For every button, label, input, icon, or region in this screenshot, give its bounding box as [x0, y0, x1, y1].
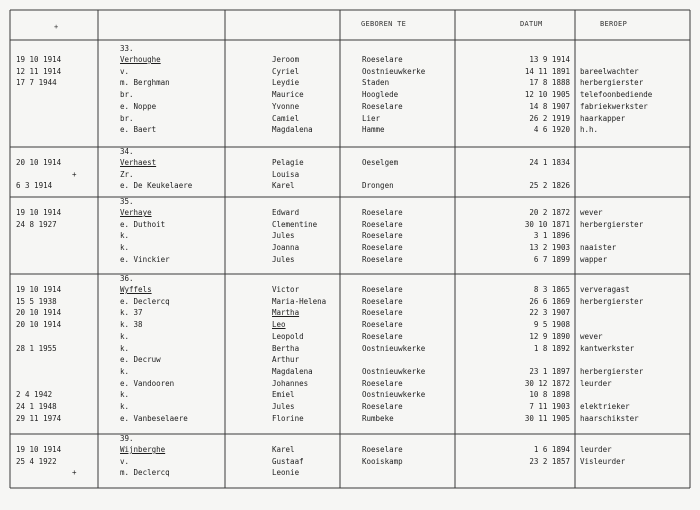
profession: naaister — [580, 243, 617, 253]
birth-date: 12 10 1905 — [524, 90, 570, 100]
birthplace: Oostnieuwkerke — [362, 390, 426, 400]
header-profession: BEROEP — [600, 20, 628, 28]
death-date: 28 1 1955 — [16, 343, 57, 353]
birth-date: 23 2 1857 — [529, 456, 570, 466]
birthplace: Roeselare — [362, 231, 403, 241]
profession: wever — [580, 208, 603, 217]
relation: br. — [120, 113, 134, 123]
family-surname: Verhaest — [120, 158, 157, 167]
birthplace: Hamme — [362, 125, 385, 135]
profession: elektrieker — [580, 402, 630, 411]
birth-date: 4 6 1920 — [533, 125, 570, 135]
first-name: Leo — [272, 320, 286, 330]
relation: k. 37 — [120, 308, 143, 318]
relation: m. Declercq — [120, 468, 170, 478]
relation: v. — [120, 456, 130, 466]
profession: herbergierster — [580, 296, 644, 306]
birthplace: Roeselare — [362, 208, 403, 217]
relation: e. Noppe — [120, 101, 157, 111]
birth-date: 17 8 1888 — [529, 78, 570, 88]
first-name: Louisa — [272, 169, 300, 179]
birth-date: 13 2 1903 — [529, 243, 570, 253]
profession: leurder — [580, 378, 612, 388]
death-date: 20 10 1914 — [16, 320, 62, 330]
first-name: Camiel — [272, 113, 300, 123]
birthplace: Lier — [362, 113, 381, 123]
death-date: 15 5 1938 — [16, 296, 57, 306]
relation: k. — [120, 243, 130, 253]
birth-date: 10 8 1898 — [529, 390, 570, 400]
first-name: Joanna — [272, 243, 300, 253]
relation: e. Vandooren — [120, 378, 175, 388]
relation: m. Berghman — [120, 78, 170, 88]
death-date: 12 11 1914 — [16, 66, 62, 76]
relation: Zr. — [120, 169, 134, 179]
birth-date: 26 2 1919 — [529, 113, 570, 123]
first-name: Cyriel — [272, 66, 300, 76]
birth-date: 7 11 1903 — [529, 402, 570, 411]
relation: e. De Keukelaere — [120, 181, 193, 191]
relation: e. Vanbeselaere — [120, 413, 188, 423]
first-name: Leonie — [272, 468, 300, 478]
birth-date: 23 1 1897 — [529, 366, 570, 376]
profession: fabriekwerkster — [580, 101, 648, 111]
profession: h.h. — [580, 125, 599, 135]
birth-date: 26 6 1869 — [529, 296, 570, 306]
relation: e. Vinckier — [120, 254, 170, 264]
family-number: 33. — [120, 44, 134, 53]
profession: telefoonbediende — [580, 90, 653, 100]
birth-date: 30 12 1872 — [524, 378, 570, 388]
birthplace: Roeselare — [362, 101, 403, 111]
first-name: Bertha — [272, 343, 300, 353]
relation: k. — [120, 343, 130, 353]
first-name: Edward — [272, 208, 300, 217]
birthplace: Roeselare — [362, 378, 403, 388]
relation: e. Declercq — [120, 296, 170, 306]
death-date: 25 4 1922 — [16, 456, 57, 466]
family-number: 34. — [120, 147, 134, 156]
family-surname: Wyffels — [120, 285, 152, 294]
death-date: 20 10 1914 — [16, 308, 62, 318]
first-name: Florine — [272, 413, 304, 423]
birth-date: 3 1 1896 — [533, 231, 570, 241]
profession: haarschikster — [580, 413, 639, 423]
profession: herbergierster — [580, 366, 644, 376]
death-date: 2 4 1942 — [16, 390, 53, 400]
birthplace: Hooglede — [362, 90, 399, 100]
birth-date: 30 10 1871 — [524, 219, 570, 229]
profession: haarkapper — [580, 113, 626, 123]
birth-date: 30 11 1905 — [524, 413, 570, 423]
header-birthplace: GEBOREN TE — [361, 20, 407, 28]
profession: Visleurder — [580, 456, 626, 466]
birth-date: 22 3 1907 — [529, 308, 570, 318]
first-name: Jules — [272, 231, 295, 241]
birth-date: 25 2 1826 — [529, 181, 570, 191]
header-death: + — [54, 23, 59, 31]
death-date: 24 1 1948 — [16, 402, 57, 411]
first-name: Jules — [272, 402, 295, 411]
first-name: Emiel — [272, 390, 295, 400]
profession: wever — [580, 331, 603, 341]
relation: k. — [120, 331, 130, 341]
relation: e. Duthoit — [120, 219, 166, 229]
first-name: Maurice — [272, 90, 304, 100]
relation: e. Decruw — [120, 355, 161, 365]
birthplace: Oostnieuwkerke — [362, 343, 426, 353]
first-name: Clementine — [272, 219, 318, 229]
first-name: Leopold — [272, 331, 304, 341]
relation: k. — [120, 366, 130, 376]
death-date: 19 10 1914 — [16, 208, 62, 217]
birthplace: Roeselare — [362, 55, 403, 64]
first-name: Martha — [272, 308, 300, 318]
profession: herbergierster — [580, 219, 644, 229]
family-surname: Verhaye — [120, 208, 152, 217]
birthplace: Staden — [362, 78, 390, 88]
birthplace: Kooiskamp — [362, 456, 403, 466]
relation: k. 38 — [120, 320, 143, 330]
birth-date: 8 3 1865 — [533, 285, 570, 294]
relation: v. — [120, 66, 130, 76]
birthplace: Roeselare — [362, 308, 403, 318]
birthplace: Oostnieuwkerke — [362, 66, 426, 76]
death-date: 29 11 1974 — [16, 413, 62, 423]
relation: k. — [120, 402, 130, 411]
profession: kantwerkster — [580, 343, 635, 353]
header-date: DATUM — [520, 20, 543, 28]
birthplace: Roeselare — [362, 445, 403, 454]
family-surname: Verhoughe — [120, 55, 161, 64]
family-number: 39. — [120, 434, 134, 443]
birth-date: 24 1 1834 — [529, 158, 570, 167]
death-date: 24 8 1927 — [16, 219, 57, 229]
birthplace: Roeselare — [362, 285, 403, 294]
first-name: Leydie — [272, 78, 300, 88]
death-date: 20 10 1914 — [16, 158, 62, 167]
first-name: Karel — [272, 181, 295, 191]
family-number: 35. — [120, 197, 134, 206]
birthplace: Roeselare — [362, 320, 403, 330]
birth-date: 12 9 1890 — [529, 331, 570, 341]
birth-date: 14 8 1907 — [529, 101, 570, 111]
birth-date: 13 9 1914 — [529, 55, 570, 64]
death-date: + — [72, 169, 77, 179]
death-date: 19 10 1914 — [16, 285, 62, 294]
family-number: 36. — [120, 274, 134, 283]
birth-date: 20 2 1872 — [529, 208, 570, 217]
first-name: Yvonne — [272, 101, 300, 111]
first-name: Magdalena — [272, 125, 313, 135]
first-name: Karel — [272, 445, 295, 454]
profession: herbergierster — [580, 78, 644, 88]
first-name: Victor — [272, 285, 300, 294]
first-name: Johannes — [272, 378, 309, 388]
birthplace: Oeselgem — [362, 158, 399, 167]
relation: k. — [120, 231, 130, 241]
death-date: 6 3 1914 — [16, 181, 53, 191]
death-date: 19 10 1914 — [16, 445, 62, 454]
first-name: Gustaaf — [272, 456, 304, 466]
first-name: Magdalena — [272, 366, 313, 376]
birth-date: 1 6 1894 — [533, 445, 570, 454]
birthplace: Roeselare — [362, 254, 403, 264]
birth-date: 14 11 1891 — [524, 66, 570, 76]
first-name: Jules — [272, 254, 295, 264]
birthplace: Rumbeke — [362, 413, 394, 423]
birth-date: 9 5 1908 — [533, 320, 570, 330]
birthplace: Roeselare — [362, 331, 403, 341]
relation: k. — [120, 390, 130, 400]
birth-date: 1 8 1892 — [533, 343, 570, 353]
profession: leurder — [580, 445, 612, 454]
death-date: 19 10 1914 — [16, 55, 62, 64]
family-surname: Wijnberghe — [120, 445, 166, 454]
first-name: Pelagie — [272, 158, 304, 167]
profession: ververagast — [580, 285, 630, 294]
birthplace: Oostnieuwkerke — [362, 366, 426, 376]
relation: e. Baert — [120, 125, 157, 135]
first-name: Maria-Helena — [272, 296, 327, 306]
birthplace: Drongen — [362, 181, 394, 191]
death-date: + — [72, 468, 77, 478]
birthplace: Roeselare — [362, 219, 403, 229]
profession: wapper — [580, 254, 608, 264]
death-date: 17 7 1944 — [16, 78, 57, 88]
first-name: Arthur — [272, 355, 300, 365]
birthplace: Roeselare — [362, 296, 403, 306]
birthplace: Roeselare — [362, 402, 403, 411]
profession: bareelwachter — [580, 66, 639, 76]
birthplace: Roeselare — [362, 243, 403, 253]
first-name: Jeroom — [272, 55, 300, 64]
birth-date: 6 7 1899 — [533, 254, 570, 264]
relation: br. — [120, 90, 134, 100]
